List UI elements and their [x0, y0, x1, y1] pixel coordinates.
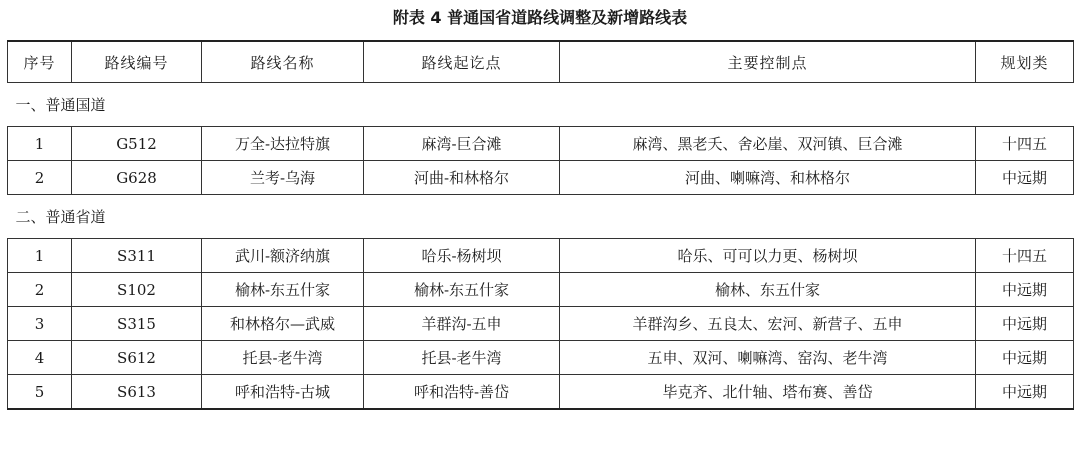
header-name: 路线名称 [202, 41, 364, 83]
cell-code: S612 [72, 341, 202, 375]
header-plan: 规划类 [976, 41, 1074, 83]
cell-endpoints: 呼和浩特-善岱 [364, 375, 560, 410]
road-adjustment-table [7, 40, 1074, 410]
cell-plan: 十四五 [976, 239, 1074, 273]
cell-plan: 中远期 [976, 273, 1074, 307]
cell-seq: 1 [8, 127, 72, 161]
cell-seq: 2 [8, 161, 72, 195]
cell-control-points: 羊群沟乡、五良太、宏河、新营子、五申 [560, 307, 976, 341]
cell-plan: 十四五 [976, 127, 1074, 161]
cell-control-points: 榆林、东五什家 [560, 273, 976, 307]
cell-endpoints: 哈乐-杨树坝 [364, 239, 560, 273]
cell-plan: 中远期 [976, 307, 1074, 341]
cell-endpoints: 麻湾-巨合滩 [364, 127, 560, 161]
table-caption: 附表 4 普通国省道路线调整及新增路线表 [392, 8, 688, 27]
cell-name: 呼和浩特-古城 [202, 375, 364, 410]
table-row [8, 127, 1074, 161]
cell-code: G628 [72, 161, 202, 195]
cell-name: 托县-老牛湾 [202, 341, 364, 375]
table-row [8, 307, 1074, 341]
section-title: 一、普通国道 [8, 83, 1074, 127]
cell-plan: 中远期 [976, 161, 1074, 195]
cell-name: 和林格尔—武威 [202, 307, 364, 341]
cell-control-points: 河曲、喇嘛湾、和林格尔 [560, 161, 976, 195]
cell-code: G512 [72, 127, 202, 161]
cell-name: 榆林-东五什家 [202, 273, 364, 307]
cell-endpoints: 河曲-和林格尔 [364, 161, 560, 195]
cell-name: 兰考-乌海 [202, 161, 364, 195]
cell-control-points: 五申、双河、喇嘛湾、窑沟、老牛湾 [560, 341, 976, 375]
header-seq: 序号 [8, 41, 72, 83]
section-title: 二、普通省道 [8, 195, 1074, 239]
cell-seq: 3 [8, 307, 72, 341]
cell-code: S102 [72, 273, 202, 307]
cell-plan: 中远期 [976, 375, 1074, 410]
cell-name: 武川-额济纳旗 [202, 239, 364, 273]
cell-plan: 中远期 [976, 341, 1074, 375]
cell-endpoints: 托县-老牛湾 [364, 341, 560, 375]
header-control-points: 主要控制点 [560, 41, 976, 83]
cell-endpoints: 羊群沟-五申 [364, 307, 560, 341]
cell-seq: 5 [8, 375, 72, 410]
cell-control-points: 毕克齐、北什轴、塔布赛、善岱 [560, 375, 976, 410]
cell-seq: 2 [8, 273, 72, 307]
table-row [8, 161, 1074, 195]
cell-code: S311 [72, 239, 202, 273]
cell-endpoints: 榆林-东五什家 [364, 273, 560, 307]
section-row [8, 195, 1074, 239]
header-code: 路线编号 [72, 41, 202, 83]
section-row [8, 83, 1074, 127]
cell-name: 万全-达拉特旗 [202, 127, 364, 161]
table-row [8, 273, 1074, 307]
cell-control-points: 麻湾、黑老夭、舍必崖、双河镇、巨合滩 [560, 127, 976, 161]
header-row [8, 41, 1074, 83]
cell-code: S315 [72, 307, 202, 341]
table-row [8, 375, 1074, 410]
table-row [8, 341, 1074, 375]
header-endpoints: 路线起讫点 [364, 41, 560, 83]
table-row [8, 239, 1074, 273]
cell-seq: 1 [8, 239, 72, 273]
cell-code: S613 [72, 375, 202, 410]
cell-control-points: 哈乐、可可以力更、杨树坝 [560, 239, 976, 273]
cell-seq: 4 [8, 341, 72, 375]
